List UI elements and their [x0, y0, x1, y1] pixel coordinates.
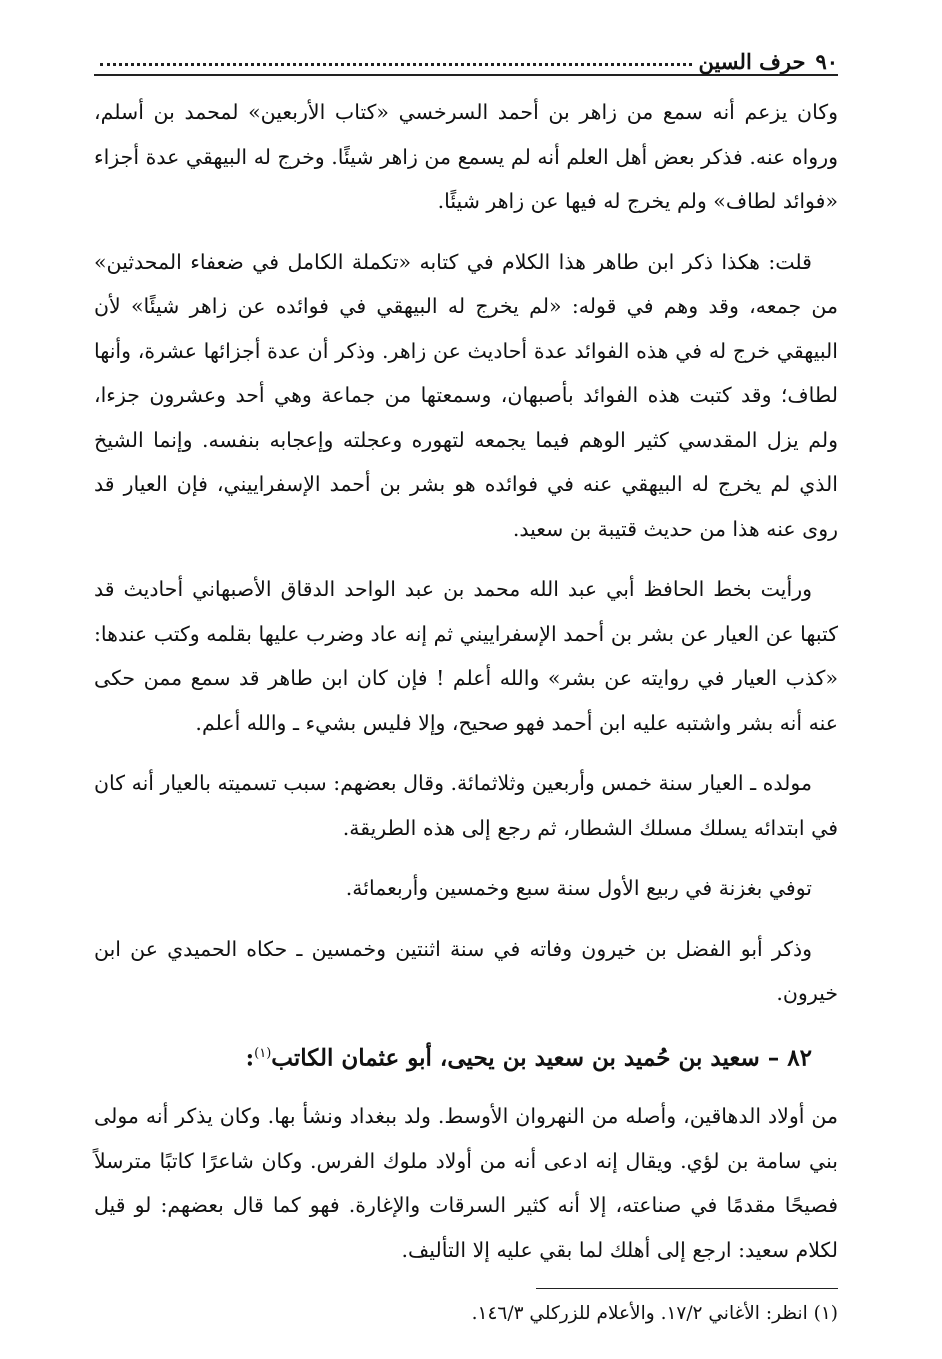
paragraph-6: وذكر أبو الفضل بن خيرون وفاته في سنة اثنتين وخمسين ـ حكاه الحميدي عن ابن خيرون.	[94, 936, 838, 1005]
page-body	[94, 90, 838, 1329]
page-number: ٩٠	[815, 49, 838, 74]
paragraph-4: مولده ـ العيار سنة خمس وأربعين وثلاثمائة. وقال بعضهم: سبب تسميته بالعيار أنه كان في ابتدائه يسلك مسلك الشطار، ثم رجع إلى هذه الطريقة.	[94, 771, 838, 840]
entry-heading-text: ٨٢ – سعيد بن حُميد بن سعيد بن يحيى، أبو عثمان الكاتب	[271, 1044, 812, 1072]
entry-heading-colon: :	[245, 1044, 255, 1072]
paragraph-5: توفي بغزنة في ربيع الأول سنة سبع وخمسين وأربعمائة.	[345, 876, 812, 900]
entry-heading	[94, 1032, 838, 1081]
footnote-reference[interactable]: (١)	[254, 1045, 272, 1061]
book-page	[94, 32, 838, 1329]
section-title: حرف السين	[698, 49, 806, 74]
paragraph-2: قلت: هكذا ذكر ابن طاهر هذا الكلام في كتابه «تكملة الكامل في ضعفاء المحدثين» من جمعه، وقد وهم في قوله: «لم يخرج له البيهقي في فوائده عن زاهر شيئًا» لأن البيهقي خرج له في هذه الفوائد عدة أحاديث عن زاهر. وذكر أن عدة أجزائها عشرة، وأنها لطاف؛ وقد كتبت هذه الفوائد بأصبهان، وسمعتها من جماعة وهي أحد وعشرون جزءا، ولم يزل المقدسي كثير الوهم فيما يجمعه لتهوره وعجلته وإعجابه بنفسه. وإنما الشيخ الذي لم يخرج له البيهقي عنه في فوائده هو بشر بن أحمد الإسفراييني، فإن العيار قد روى عنه هذا من حديث قتيبة بن سعيد.	[94, 249, 838, 541]
footnote: (١) انظر: الأغاني ١٧/٢. والأعلام للزركلي ١٤٦/٣.	[471, 1303, 838, 1325]
footnote-divider	[536, 1288, 838, 1289]
header-dotted-leader	[100, 63, 692, 66]
entry-body: من أولاد الدهاقين، وأصله من النهروان الأوسط. ولد ببغداد ونشأ بها. وكان يذكر أنه مولى بني سامة بن لؤي. ويقال إنه ادعى أنه من أولاد ملوك الفرس. وكان شاعرًا كاتبًا مترسلاً فصيحًا مقدمًا في صناعته، إلا أنه كثير السرقات والإغارة. فهو كما قال بعضهم: لو قيل لكلام سعيد: ارجع إلى أهلك لما بقي عليه إلا التأليف.	[94, 1104, 838, 1262]
paragraph-3: ورأيت بخط الحافظ أبي عبد الله محمد بن عبد الواحد الدقاق الأصبهاني أحاديث قد كتبها عن العيار عن بشر بن أحمد الإسفراييني ثم إنه عاد وضرب عليها بقلمه وكتب عندها: «كذب العيار في روايته عن بشر» والله أعلم ! فإن كان ابن طاهر قد سمع ممن حكى عنه أنه بشر واشتبه عليه ابن أحمد فهو صحيح، وإلا فليس بشيء ـ والله أعلم.	[94, 577, 838, 735]
paragraph-1: وكان يزعم أنه سمع من زاهر بن أحمد السرخسي «كتاب الأربعين» لمحمد بن أسلم، ورواه عنه. فذكر بعض أهل العلم أنه لم يسمع من زاهر شيئًا. وخرج له البيهقي عدة أجزاء «فوائد لطاف» ولم يخرج له فيها عن زاهر شيئًا.	[94, 100, 838, 213]
page-header	[94, 32, 838, 76]
